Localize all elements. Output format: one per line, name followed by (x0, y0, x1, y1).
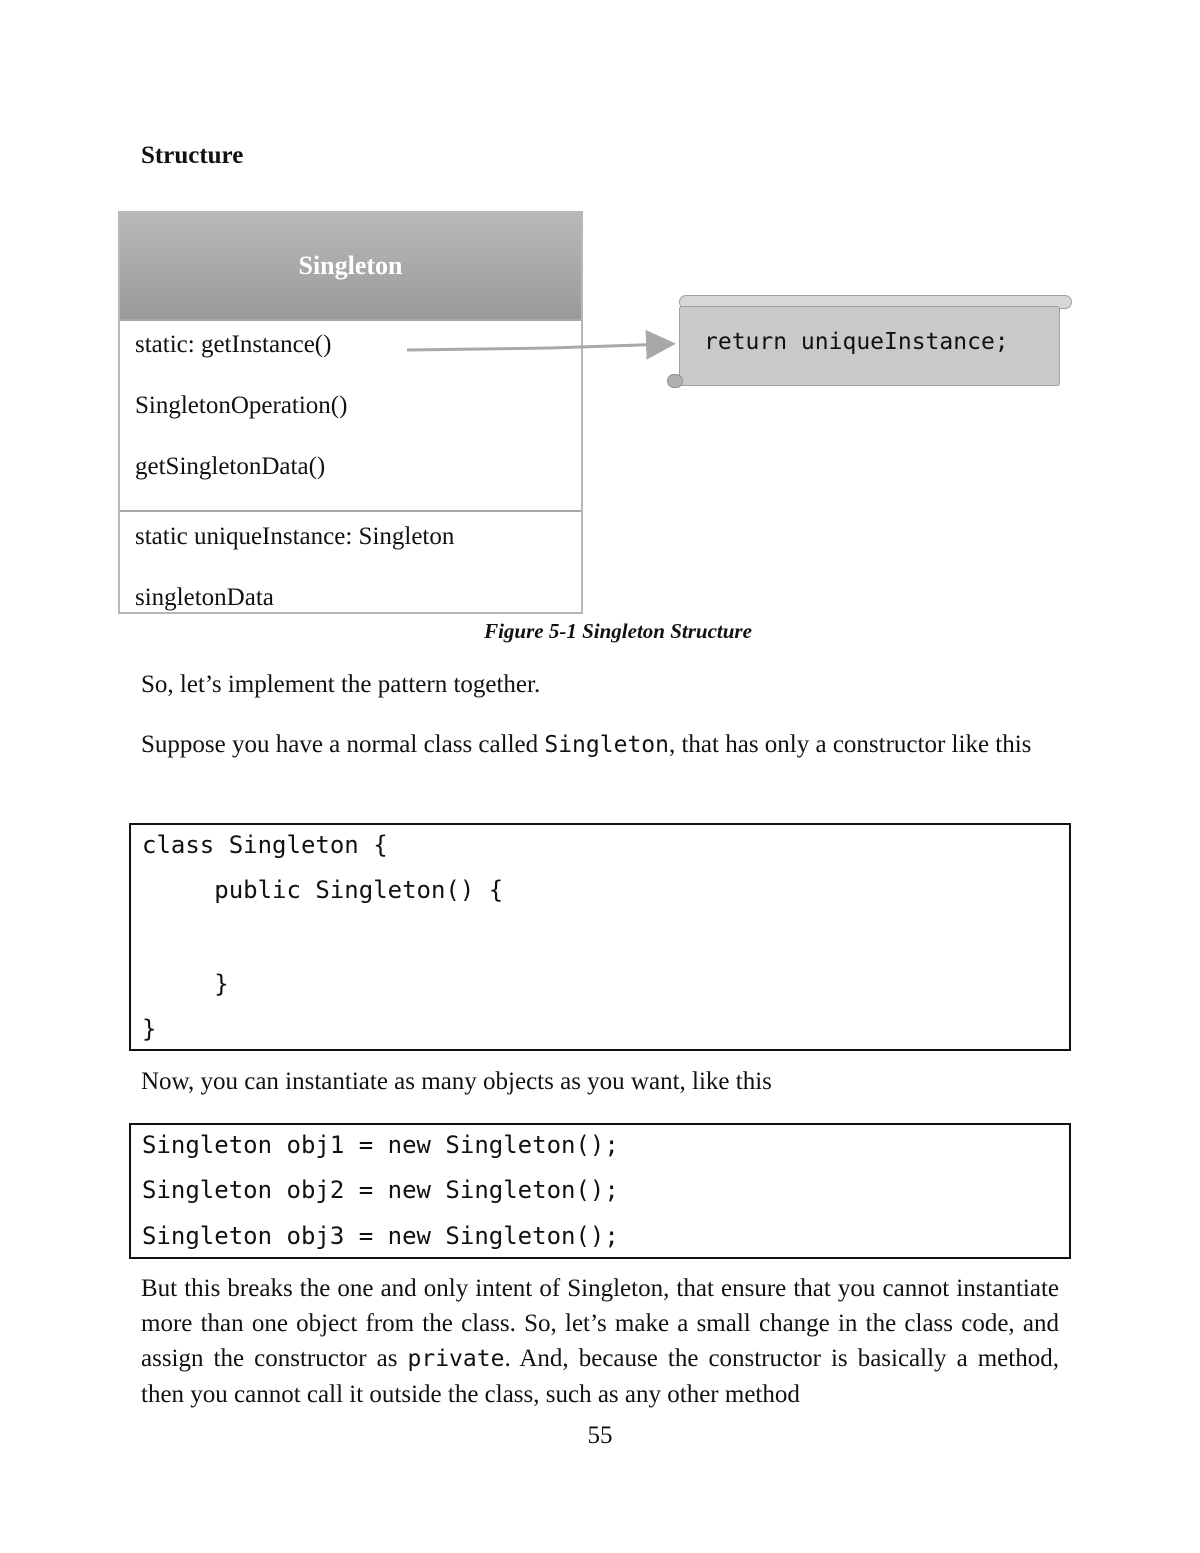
paragraph-text: But this breaks the one and only intent of Singleton, that ensure that you cannot instantiate more than one object from the class. So, let’s make a small change in the class code, and assign the constructor as (141, 1275, 1059, 1372)
code-line: Singleton obj2 = new Singleton(); (142, 1176, 619, 1204)
code-line: } (142, 1015, 157, 1043)
paragraph-instantiate: Now, you can instantiate as many objects as you want, like this (141, 1068, 772, 1095)
paragraph-text: . And, because the constructor is basically a method, then you cannot call it outside the class, such as any other method (141, 1345, 1059, 1408)
paragraph-text: , that has only a constructor like this (668, 731, 1032, 758)
paragraph-suppose (141, 727, 1059, 763)
figure-caption: Figure 5-1 Singleton Structure (484, 619, 752, 643)
uml-divider (120, 510, 581, 512)
inline-code: Singleton (544, 732, 669, 758)
uml-note-text: return uniqueInstance; (704, 329, 1009, 355)
uml-attribute: static uniqueInstance: Singleton (135, 523, 455, 550)
inline-code: private (407, 1346, 505, 1372)
code-line: public Singleton() { (142, 876, 504, 904)
uml-operation: getSingletonData() (135, 453, 326, 480)
uml-class-header (120, 213, 581, 321)
code-line: } (142, 970, 229, 998)
code-block-instances (129, 1123, 1071, 1259)
code-block-class (129, 823, 1071, 1051)
uml-operation: static: getInstance() (135, 331, 332, 358)
paragraph-breaks (141, 1271, 1059, 1412)
note-scroll-curl (667, 374, 683, 388)
code-line: class Singleton { (142, 831, 388, 859)
page-number: 55 (587, 1422, 613, 1449)
uml-class-box (118, 211, 583, 614)
code-line: Singleton obj1 = new Singleton(); (142, 1131, 619, 1159)
uml-operation: SingletonOperation() (135, 392, 348, 419)
uml-arrow (400, 330, 690, 360)
uml-class-name: Singleton (298, 251, 403, 280)
section-heading: Structure (141, 142, 244, 169)
code-line: Singleton obj3 = new Singleton(); (142, 1222, 619, 1250)
paragraph-text: Suppose you have a normal class called (141, 731, 545, 758)
uml-attribute: singletonData (135, 584, 274, 611)
paragraph-intro: So, let’s implement the pattern together. (141, 671, 541, 698)
